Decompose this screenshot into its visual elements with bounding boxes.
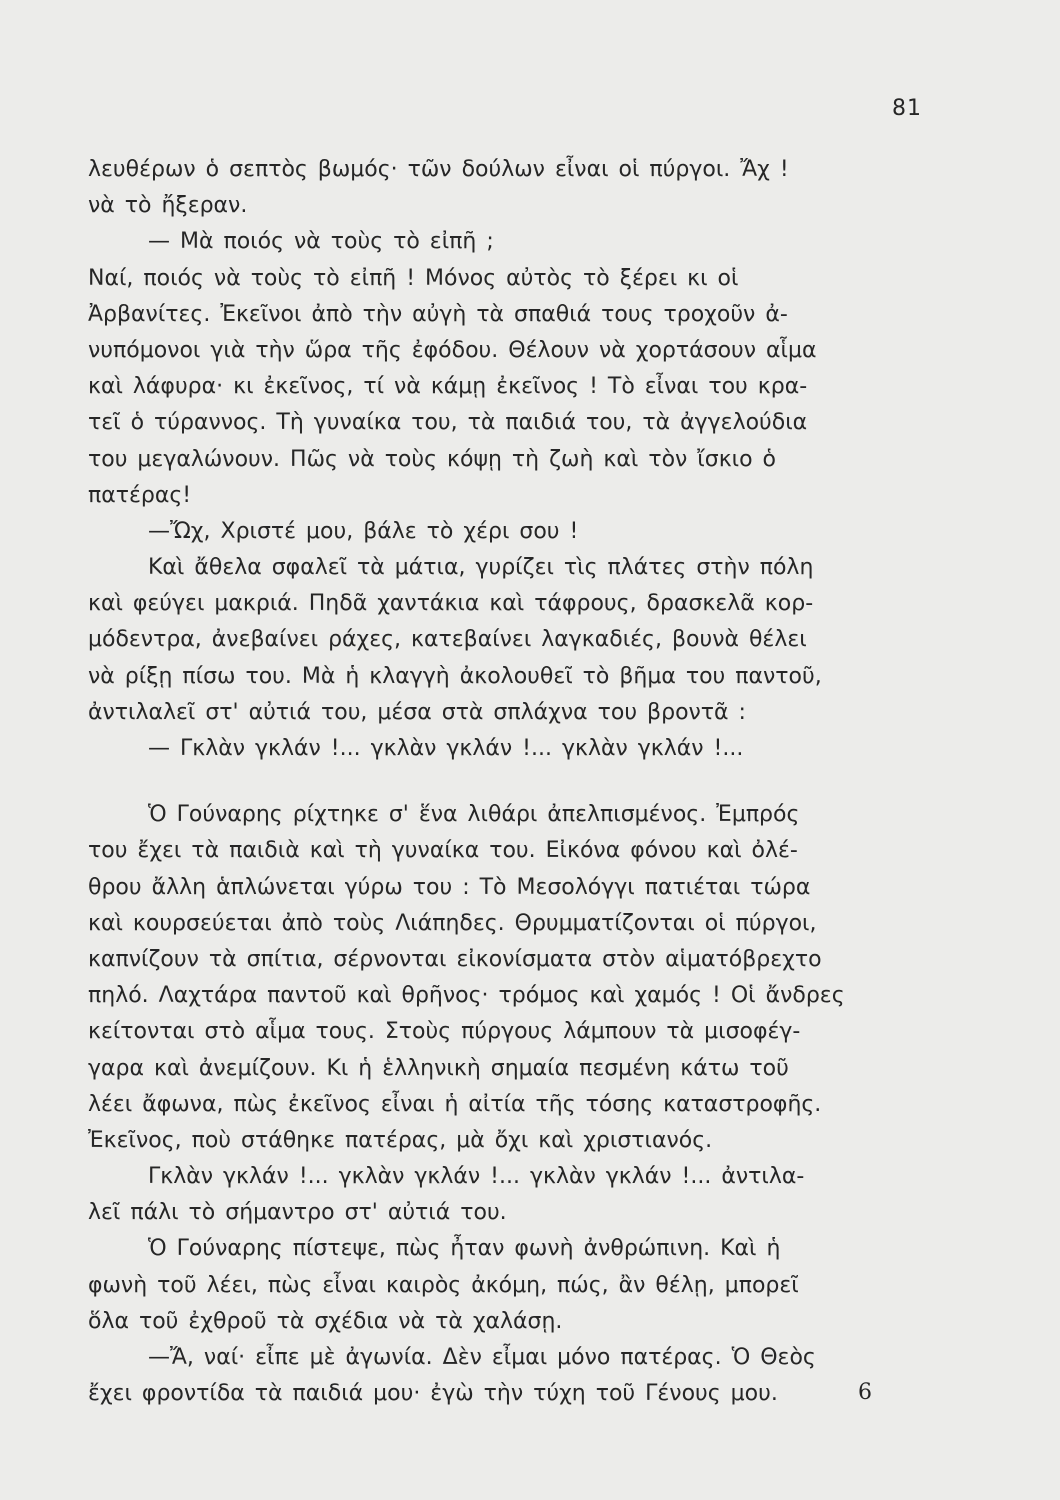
text-line: γαρα καὶ ἀνεμίζουν. Κι ἡ ἑλληνικὴ σημαία πεσμένη κάτω τοῦ bbox=[88, 1055, 789, 1081]
text-line: του ἔχει τὰ παιδιὰ καὶ τὴ γυναίκα του. Εἰκόνα φόνου καὶ ὀλέ- bbox=[88, 838, 798, 864]
text-line: ἀντιλαλεῖ στ' αὐτιά του, μέσα στὰ σπλάχνα του βροντᾶ : bbox=[88, 699, 746, 725]
text-line: Ἀρβανίτες. Ἐκεῖνοι ἀπὸ τὴν αὐγὴ τὰ σπαθιά τους τροχοῦν ἀ- bbox=[88, 301, 788, 327]
signature-mark: 6 bbox=[858, 1380, 872, 1405]
section-gap bbox=[88, 767, 924, 797]
text-line: νὰ τὸ ἤξεραν. bbox=[88, 193, 248, 219]
text-line: καὶ λάφυρα· κι ἐκεῖνος, τί νὰ κάμῃ ἐκεῖνος ! Τὸ εἶναι του κρα- bbox=[88, 374, 808, 400]
text-block bbox=[88, 152, 924, 1412]
text-line: ἔχει φροντίδα τὰ παιδιά μου· ἐγὼ τὴν τύχη τοῦ Γένους μου. bbox=[88, 1381, 778, 1407]
text-line: νὰ ρίξῃ πίσω του. Μὰ ἡ κλαγγὴ ἀκολουθεῖ τὸ βῆμα του παντοῦ, bbox=[88, 663, 822, 689]
text-line: νυπόμονοι γιὰ τὴν ὥρα τῆς ἐφόδου. Θέλουν νὰ χορτάσουν αἷμα bbox=[88, 337, 817, 363]
text-line: — Μὰ ποιός νὰ τοὺς τὸ εἰπῆ ; bbox=[148, 229, 494, 255]
text-line: —Ἄ, ναί· εἶπε μὲ ἀγωνία. Δὲν εἶμαι μόνο πατέρας. Ὁ Θεὸς bbox=[148, 1345, 816, 1370]
text-line: φωνὴ τοῦ λέει, πὼς εἶναι καιρὸς ἀκόμη, πώς, ἂν θέλῃ, μπορεῖ bbox=[88, 1272, 799, 1298]
text-line: ὅλα τοῦ ἐχθροῦ τὰ σχέδια νὰ τὰ χαλάσῃ. bbox=[88, 1308, 563, 1334]
text-line: λέει ἄφωνα, πὼς ἐκεῖνος εἶναι ἡ αἰτία τῆς τόσης καταστροφῆς. bbox=[88, 1091, 822, 1117]
text-line: λευθέρων ὁ σεπτὸς βωμός· τῶν δούλων εἶναι οἱ πύργοι. Ἄχ ! bbox=[88, 157, 789, 182]
text-line: θρου ἄλλη ἁπλώνεται γύρω του : Τὸ Μεσολόγγι πατιέται τώρα bbox=[88, 874, 811, 900]
text-line: πατέρας! bbox=[88, 482, 192, 508]
text-line: Ἐκεῖνος, ποὺ στάθηκε πατέρας, μὰ ὄχι καὶ χριστιανός. bbox=[88, 1127, 713, 1153]
text-line: Ναί, ποιός νὰ τοὺς τὸ εἰπῆ ! Μόνος αὐτὸς τὸ ξέρει κι οἱ bbox=[88, 265, 739, 291]
text-line: λεῖ πάλι τὸ σήμαντρο στ' αὐτιά του. bbox=[88, 1200, 507, 1226]
text-line: Ὁ Γούναρης πίστεψε, πὼς ἦταν φωνὴ ἀνθρώπινη. Καὶ ἡ bbox=[148, 1236, 781, 1262]
page-number: 81 bbox=[892, 96, 922, 121]
text-line: καὶ φεύγει μακριά. Πηδᾶ χαντάκια καὶ τάφρους, δρασκελᾶ κορ- bbox=[88, 591, 814, 617]
text-line: μόδεντρα, ἀνεβαίνει ράχες, κατεβαίνει λαγκαδιές, βουνὰ θέλει bbox=[88, 627, 807, 653]
text-line: καὶ κουρσεύεται ἀπὸ τοὺς Λιάπηδες. Θρυμματίζονται οἱ πύργοι, bbox=[88, 910, 817, 936]
text-line: — Γκλὰν γκλάν !... γκλὰν γκλάν !... γκλὰν γκλάν !... bbox=[148, 736, 744, 761]
text-line: καπνίζουν τὰ σπίτια, σέρνονται εἰκονίσματα στὸν αἱματόβρεχτο bbox=[88, 946, 822, 972]
text-line: του μεγαλώνουν. Πῶς νὰ τοὺς κόψῃ τὴ ζωὴ καὶ τὸν ἴσκιο ὁ bbox=[88, 446, 777, 472]
text-line: Ὁ Γούναρης ρίχτηκε σ' ἕνα λιθάρι ἀπελπισμένος. Ἐμπρός bbox=[148, 802, 800, 828]
text-line: Καὶ ἄθελα σφαλεῖ τὰ μάτια, γυρίζει τὶς πλάτες στὴν πόλη bbox=[148, 555, 814, 581]
text-line: Γκλὰν γκλάν !... γκλὰν γκλάν !... γκλὰν γκλάν !... ἀντιλα- bbox=[148, 1164, 805, 1190]
text-line: τεῖ ὁ τύραννος. Τὴ γυναίκα του, τὰ παιδιά του, τὰ ἀγγελούδια bbox=[88, 410, 808, 436]
text-line: πηλό. Λαχτάρα παντοῦ καὶ θρῆνος· τρόμος καὶ χαμός ! Οἱ ἄνδρες bbox=[88, 983, 845, 1009]
text-line: —Ὤχ, Χριστέ μου, βάλε τὸ χέρι σου ! bbox=[148, 518, 579, 544]
text-line: κείτονται στὸ αἷμα τους. Στοὺς πύργους λάμπουν τὰ μισοφέγ- bbox=[88, 1019, 801, 1045]
